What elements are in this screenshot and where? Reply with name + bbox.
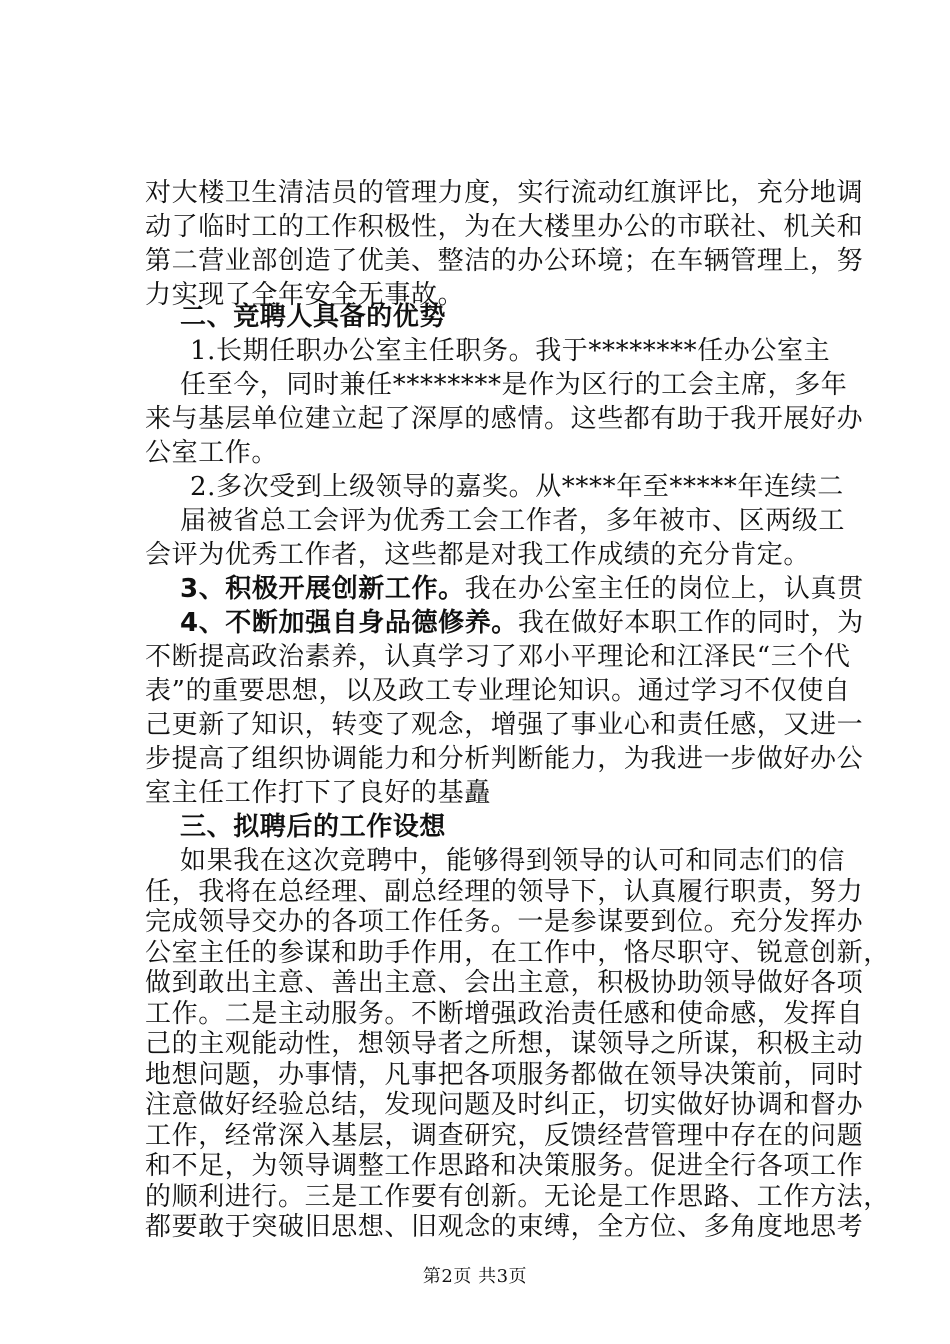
list-item-line: [180, 572, 864, 606]
paragraph-line: 地想问题，办事情，凡事把各项服务都做在领导决策前，同时: [145, 1059, 864, 1090]
paragraph-line: 工作。二是主动服务。不断增强政治责任感和使命感，发挥自: [145, 998, 864, 1029]
paragraph-line: 注意做好经验总结，发现问题及时纠正，切实做好协调和督办: [145, 1090, 864, 1120]
paragraph-line: 公室主任的参谋和助手作用，在工作中，恪尽职守、锐意创新，: [145, 937, 890, 968]
paragraph-line: 己的主观能动性，想领导者之所想，谋领导之所谋，积极主动: [145, 1029, 864, 1059]
section-heading: 二、竞聘人具备的优势: [180, 302, 447, 332]
list-item-line: 公室工作。: [145, 438, 279, 468]
list-item-line: 表”的重要思想，以及政工专业理论知识。通过学习不仅使自: [145, 676, 851, 706]
paragraph-line: 动了临时工的工作积极性，为在大楼里办公的市联社、机关和: [145, 212, 864, 242]
paragraph-line: 任，我将在总经理、副总经理的领导下，认真履行职责，努力: [145, 876, 864, 907]
list-item-line: 不断提高政治素养，认真学习了邓小平理论和江泽民“三个代: [145, 642, 851, 672]
list-item-line: 步提高了组织协调能力和分析判断能力，为我进一步做好办公: [145, 744, 864, 774]
paragraph-line: 都要敢于突破旧思想、旧观念的束缚，全方位、多角度地思考: [145, 1212, 864, 1242]
item-text: 我在做好本职工作的同时，为: [517, 608, 864, 638]
list-item-line: [180, 606, 864, 640]
page-number: 第2页 共3页: [422, 1266, 528, 1287]
paragraph-line: 做到敢出主意、善出主意、会出主意，积极协助领导做好各项: [145, 968, 864, 998]
section-heading: 三、拟聘后的工作设想: [180, 812, 447, 842]
paragraph-line: 力实现了全年安全无事故。: [145, 280, 465, 310]
item-lead: 4、不断加强自身品德修养。: [180, 608, 518, 638]
paragraph-line: 完成领导交办的各项工作任务。一是参谋要到位。充分发挥办: [145, 907, 864, 937]
list-item-line: 会评为优秀工作者，这些都是对我工作成绩的充分肯定。: [145, 540, 811, 570]
item-lead: 3、积极开展创新工作。: [180, 574, 465, 604]
paragraph-line: 如果我在这次竞聘中，能够得到领导的认可和同志们的信: [180, 846, 846, 876]
paragraph-line: 的顺利进行。三是工作要有创新。无论是工作思路、工作方法，: [145, 1181, 890, 1212]
list-item-line: 届被省总工会评为优秀工会工作者，多年被市、区两级工: [180, 506, 846, 536]
list-item-line: 来与基层单位建立起了深厚的感情。这些都有助于我开展好办: [145, 404, 864, 434]
paragraph-line: 工作，经常深入基层，调查研究，反馈经营管理中存在的问题: [145, 1120, 864, 1151]
paragraph-line: 对大楼卫生清洁员的管理力度，实行流动红旗评比，充分地调: [145, 178, 864, 208]
list-item-line: 任至今，同时兼任********是作为区行的工会主席，多年: [180, 370, 848, 400]
list-item-line: 室主任工作打下了良好的基矗: [145, 778, 491, 808]
paragraph-line: 第二营业部创造了优美、整洁的办公环境；在车辆管理上，努: [145, 246, 864, 276]
list-item-line: 己更新了知识，转变了观念，增强了事业心和责任感，又进一: [145, 710, 864, 740]
item-text: 我在办公室主任的岗位上，认真贯: [464, 574, 864, 604]
paragraph-line: 和不足，为领导调整工作思路和决策服务。促进全行各项工作: [145, 1151, 864, 1181]
list-item-line: 2.多次受到上级领导的嘉奖。从****年至*****年连续二: [190, 472, 844, 502]
list-item-line: 1.长期任职办公室主任职务。我于********任办公室主: [190, 336, 831, 366]
